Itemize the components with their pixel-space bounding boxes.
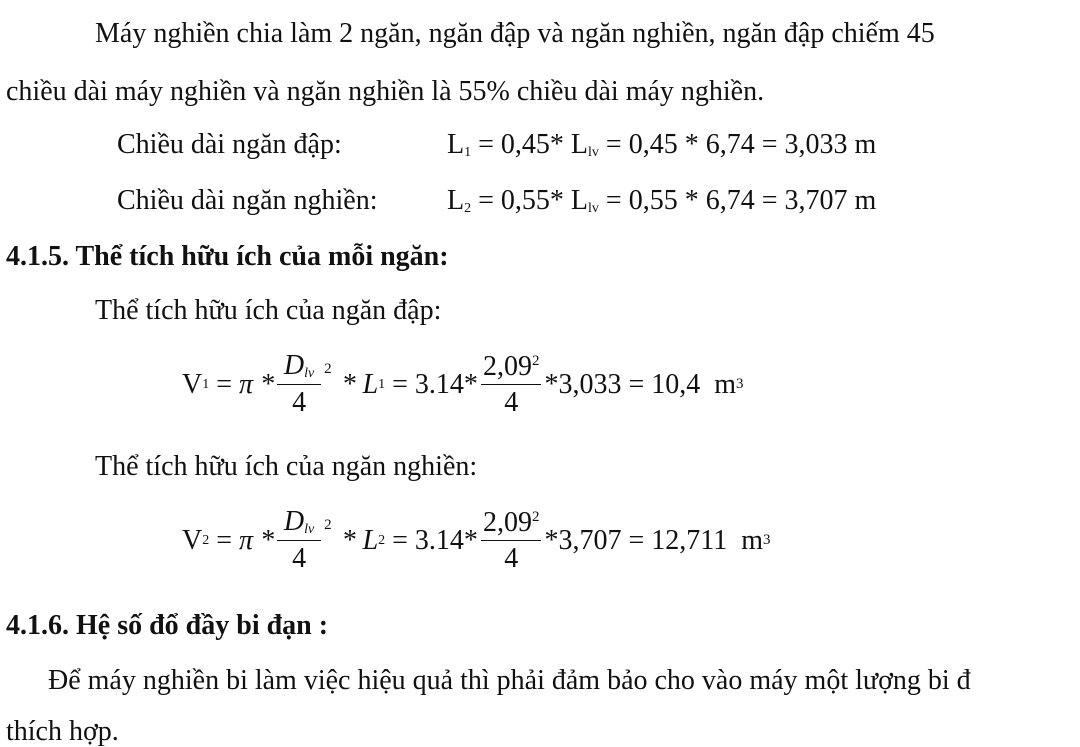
expression: *3,033 = 10,4 m <box>544 368 737 400</box>
symbol: D <box>283 506 305 537</box>
expression: = 3.14* <box>385 368 478 400</box>
symbol: V <box>182 524 203 556</box>
pi-symbol: π * <box>239 524 275 556</box>
length-row-1 <box>117 131 876 160</box>
fraction <box>277 352 321 417</box>
paragraph-line: chiều dài máy nghiền và ngăn nghiền là 55% chiều dài máy nghiền. <box>6 76 765 107</box>
exponent: 2 <box>324 361 332 377</box>
symbol: L <box>447 185 465 216</box>
pi-symbol: π * <box>239 368 275 400</box>
subscript: 2 <box>378 532 386 548</box>
expression: * L <box>341 524 379 556</box>
paragraph-line: Thể tích hữu ích của ngăn đập: <box>95 295 442 326</box>
denominator: 4 <box>504 386 519 418</box>
expression: = 0,45* L <box>471 129 589 160</box>
operator: = <box>209 368 240 400</box>
exponent: 2 <box>324 517 332 533</box>
expression: * L <box>341 368 379 400</box>
operator: = <box>209 524 240 556</box>
symbol: V <box>182 368 203 400</box>
fraction <box>277 508 321 573</box>
symbol: L <box>447 129 465 160</box>
subscript: 2 <box>202 532 210 548</box>
length-row-2 <box>117 187 876 216</box>
formula-v2 <box>182 508 770 573</box>
paragraph-line: thích hợp. <box>6 716 119 747</box>
fraction <box>481 350 542 418</box>
subscript: 1 <box>464 145 472 160</box>
section-heading: 4.1.6. Hệ số đổ đầy bi đạn : <box>6 610 329 641</box>
subscript: lv <box>588 145 599 160</box>
expression: = 3.14* <box>385 524 478 556</box>
subscript: lv <box>304 366 315 381</box>
expression: = 0,45 * 6,74 = 3,033 m <box>598 129 877 160</box>
formula-v1 <box>182 352 744 417</box>
numerator: 2,09 <box>482 350 532 382</box>
exponent: 2 <box>531 352 540 369</box>
subscript: lv <box>588 201 599 216</box>
denominator: 4 <box>292 543 307 574</box>
expression: = 0,55* L <box>471 185 589 216</box>
paragraph-line: Thể tích hữu ích của ngăn nghiền: <box>95 451 478 482</box>
length-label: Chiều dài ngăn đập: <box>117 129 342 160</box>
subscript: 1 <box>378 376 386 392</box>
symbol: D <box>283 350 305 381</box>
denominator: 4 <box>292 387 307 418</box>
expression: *3,707 = 12,711 m <box>544 524 763 556</box>
exponent: 3 <box>762 532 771 548</box>
expression: = 0,55 * 6,74 = 3,707 m <box>598 185 877 216</box>
subscript: 1 <box>202 376 210 392</box>
denominator: 4 <box>504 542 519 574</box>
paragraph-line: Máy nghiền chia làm 2 ngăn, ngăn đập và ngăn nghiền, ngăn đập chiếm 45 <box>95 18 935 49</box>
fraction <box>481 506 542 574</box>
subscript: lv <box>304 522 315 537</box>
section-heading: 4.1.5. Thể tích hữu ích của mỗi ngăn: <box>6 241 449 272</box>
exponent: 3 <box>736 376 744 392</box>
exponent: 2 <box>531 508 540 525</box>
paragraph-line: Để máy nghiền bi làm việc hiệu quả thì phải đảm bảo cho vào máy một lượng bi đ <box>48 665 971 696</box>
subscript: 2 <box>464 201 472 216</box>
length-label: Chiều dài ngăn nghiền: <box>117 185 378 216</box>
numerator: 2,09 <box>482 506 532 538</box>
